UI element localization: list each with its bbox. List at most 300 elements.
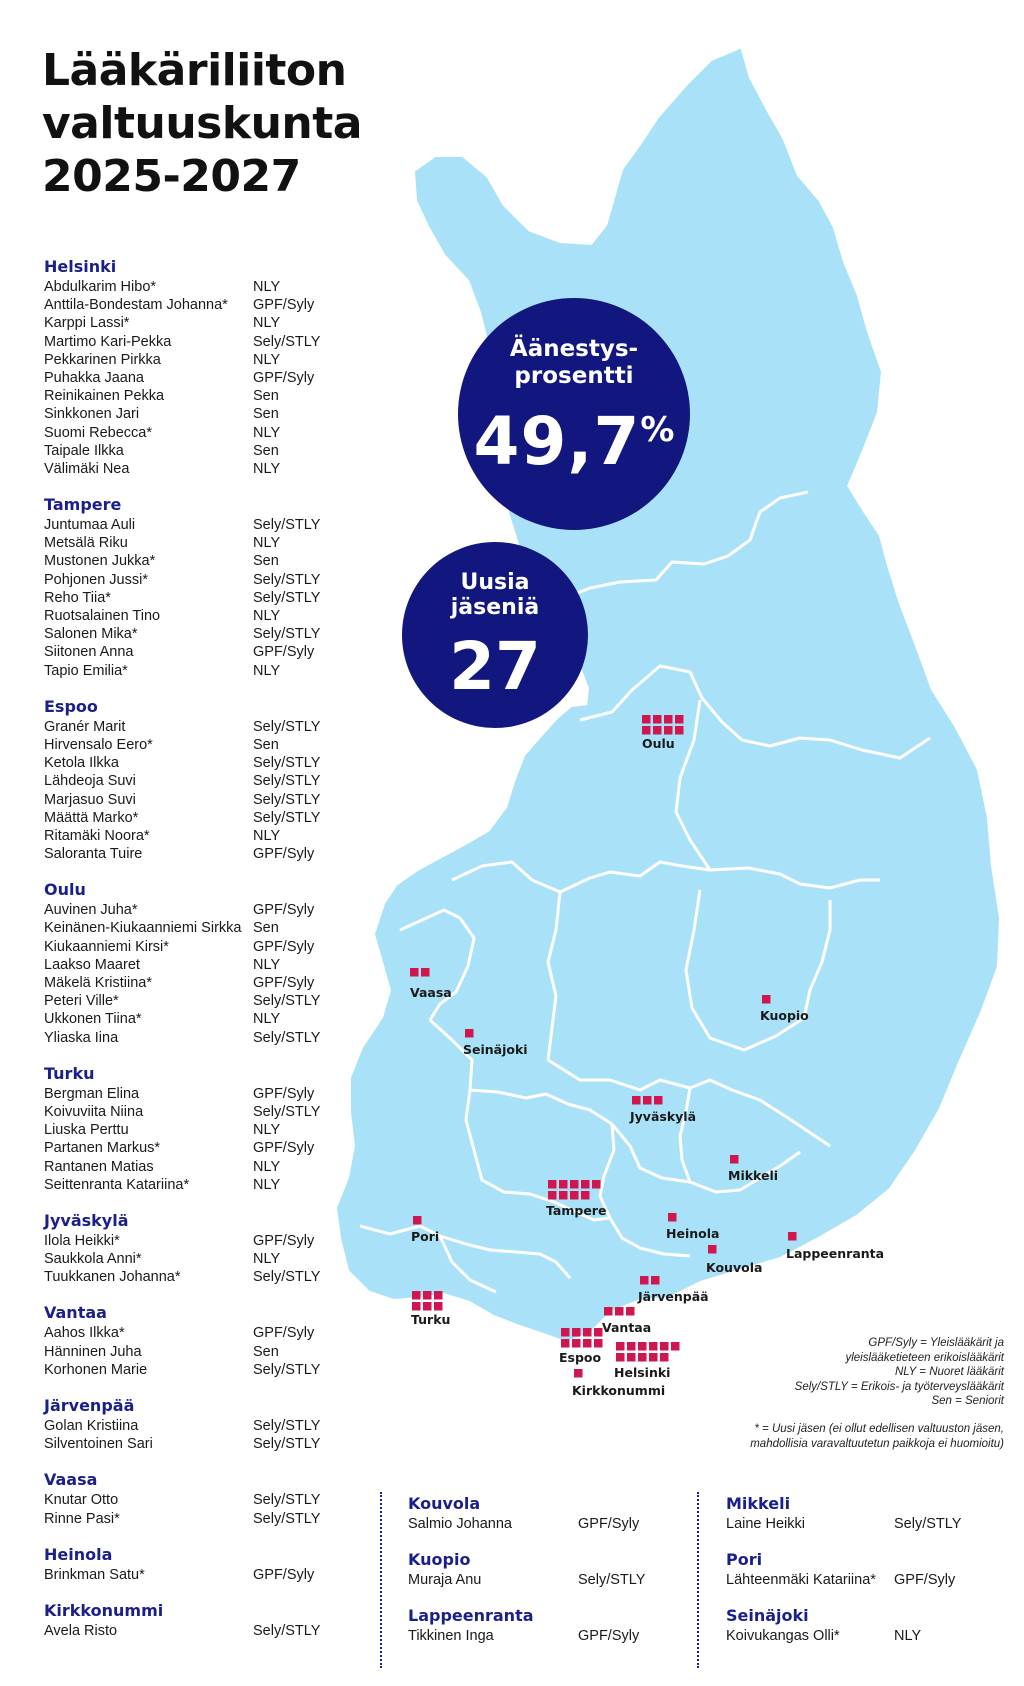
city-heading: Kirkkonummi — [44, 1600, 164, 1620]
group-spacer — [44, 680, 374, 696]
seat-square — [574, 1369, 583, 1378]
delegate-row — [44, 314, 374, 332]
seat-square — [632, 1096, 641, 1105]
legend-line-4: Sely/STLY = Erikois- ja työterveyslääkärit — [794, 1380, 1004, 1393]
delegate-name: Laakso Maaret — [44, 956, 140, 973]
delegate-row — [44, 1491, 374, 1509]
delegate-name: Taipale Ilkka — [44, 442, 124, 459]
city-label: Espoo — [559, 1350, 602, 1365]
delegate-name: Laine Heikki — [726, 1516, 805, 1532]
delegate-group: NLY — [253, 1251, 281, 1268]
delegate-name: Marjasuo Suvi — [44, 791, 136, 808]
city-label: Kouvola — [706, 1260, 763, 1275]
seat-square — [675, 726, 684, 735]
delegate-group: GPF/Syly — [253, 1232, 315, 1249]
city-heading: Vaasa — [44, 1470, 98, 1490]
delegate-row — [44, 1343, 374, 1361]
delegate-row — [44, 662, 374, 680]
city-label: Lappeenranta — [786, 1246, 885, 1261]
city-heading: Mikkeli — [726, 1494, 791, 1513]
delegate-group: NLY — [894, 1628, 922, 1645]
seat-square — [581, 1191, 590, 1200]
delegate-group: NLY — [253, 1158, 281, 1175]
delegate-name: Tapio Emilia* — [44, 662, 128, 679]
delegate-row — [44, 1622, 374, 1640]
city-heading: Turku — [44, 1063, 95, 1083]
seat-square — [570, 1191, 579, 1200]
delegate-row — [44, 845, 374, 863]
delegate-row — [44, 625, 374, 643]
group-spacer — [44, 1286, 374, 1302]
city-heading: Järvenpää — [44, 1396, 135, 1415]
city-label: Tampere — [546, 1203, 607, 1218]
delegate-row — [726, 1515, 1016, 1533]
seat-square — [649, 1342, 658, 1351]
delegate-group: Sely/STLY — [894, 1516, 962, 1532]
seat-square — [616, 1353, 625, 1362]
turnout-circle — [458, 298, 690, 530]
delegate-row — [726, 1627, 1016, 1645]
city-group — [44, 1469, 374, 1527]
delegate-group: GPF/Syly — [253, 902, 315, 919]
delegate-name: Koivuviita Niina — [44, 1103, 144, 1120]
seat-square — [561, 1339, 570, 1348]
delegate-row — [44, 1085, 374, 1103]
new-members-label-line-1: Uusia — [460, 570, 530, 595]
delegate-row — [44, 424, 374, 442]
delegate-name: Tuukkanen Johanna* — [44, 1269, 181, 1286]
delegate-group: Sen — [253, 442, 279, 459]
delegate-row — [408, 1571, 668, 1589]
group-spacer — [44, 1047, 374, 1063]
city-label: Seinäjoki — [463, 1042, 528, 1057]
delegate-row — [44, 1435, 374, 1453]
delegate-group: GPF/Syly — [253, 975, 315, 991]
seat-square — [616, 1342, 625, 1351]
delegate-name: Salmio Johanna — [408, 1516, 512, 1532]
seat-square — [572, 1339, 581, 1348]
column-divider-1 — [380, 1492, 382, 1668]
delegate-name: Pohjonen Jussi* — [44, 571, 148, 588]
group-spacer — [44, 478, 374, 494]
city-group — [44, 696, 374, 864]
new-members-label-line-2: jäseniä — [450, 595, 540, 620]
delegate-name: Lähteenmäki Katariina* — [726, 1572, 876, 1589]
delegate-name: Rinne Pasi* — [44, 1510, 120, 1527]
delegate-name: Ukkonen Tiina* — [44, 1011, 142, 1028]
city-label: Jyväskylä — [630, 1109, 697, 1124]
delegate-group: Sen — [253, 553, 279, 570]
delegate-row — [44, 992, 374, 1010]
delegate-group: GPF/Syly — [253, 1140, 315, 1157]
city-group — [44, 1600, 374, 1640]
city-group — [726, 1605, 1016, 1645]
turnout-label — [458, 336, 690, 390]
delegate-row — [44, 333, 374, 351]
delegate-group: GPF/Syly — [253, 369, 315, 386]
city-group — [726, 1493, 1016, 1533]
delegate-group: Sely/STLY — [253, 1361, 321, 1378]
city-group — [44, 1395, 374, 1453]
delegate-name: Martimo Kari-Pekka — [44, 333, 172, 350]
delegate-group: Sely/STLY — [253, 571, 321, 588]
delegate-row — [44, 791, 374, 809]
delegate-row — [44, 809, 374, 827]
seat-square — [412, 1291, 421, 1300]
seat-square — [594, 1328, 603, 1337]
delegate-group: Sely/STLY — [253, 626, 321, 643]
city-group — [726, 1549, 1016, 1589]
delegate-name: Suomi Rebecca* — [44, 424, 152, 441]
seat-square — [653, 715, 662, 724]
seat-square — [548, 1191, 557, 1200]
delegate-group: NLY — [253, 956, 281, 973]
delegate-name: Ketola Ilkka — [44, 755, 119, 772]
page-title — [42, 44, 362, 203]
seat-square — [668, 1213, 677, 1222]
column-divider-2 — [697, 1492, 699, 1668]
city-label: Järvenpää — [638, 1289, 709, 1304]
group-spacer — [726, 1533, 1016, 1549]
delegate-group: Sely/STLY — [253, 1436, 321, 1453]
seat-square — [660, 1342, 669, 1351]
delegate-group: Sely/STLY — [253, 773, 321, 790]
delegate-row — [44, 1250, 374, 1268]
seat-square — [730, 1155, 739, 1164]
delegate-row — [44, 369, 374, 387]
seat-square — [410, 968, 419, 977]
delegate-name: Lähdeoja Suvi — [44, 773, 136, 790]
group-spacer — [408, 1589, 668, 1605]
city-label: Mikkeli — [728, 1168, 779, 1183]
city-group — [44, 494, 374, 680]
seat-square — [642, 715, 651, 724]
city-heading: Jyväskylä — [44, 1210, 129, 1230]
group-spacer — [726, 1589, 1016, 1605]
delegate-row — [44, 643, 374, 661]
group-spacer — [408, 1533, 668, 1549]
delegate-row — [44, 1510, 374, 1528]
delegate-name: Salonen Mika* — [44, 626, 138, 643]
delegate-group: Sen — [253, 736, 279, 753]
delegate-name: Kiukaanniemi Kirsi* — [44, 938, 169, 955]
delegate-group: GPF/Syly — [253, 846, 315, 863]
seat-square — [583, 1339, 592, 1348]
delegate-name: Hirvensalo Eero* — [44, 736, 153, 753]
delegate-group: GPF/Syly — [253, 1325, 315, 1342]
delegate-group: Sely/STLY — [253, 809, 321, 826]
legend-line-2: yleislääketieteen erikoislääkärit — [845, 1351, 1004, 1364]
city-group — [44, 256, 374, 478]
city-label: Oulu — [642, 736, 675, 751]
delegate-name: Siitonen Anna — [44, 644, 134, 661]
delegate-name: Pekkarinen Pirkka — [44, 351, 161, 368]
delegate-group: Sen — [253, 406, 279, 423]
delegate-name: Korhonen Marie — [44, 1361, 148, 1378]
new-member-note — [750, 1422, 1004, 1451]
delegate-name: Seittenranta Katariina* — [44, 1176, 190, 1193]
city-label: Pori — [411, 1229, 440, 1244]
delegate-group: GPF/Syly — [578, 1628, 640, 1645]
city-heading: Vantaa — [44, 1303, 107, 1323]
title-line-2: valtuuskunta — [42, 98, 362, 149]
delegate-name: Reinikainen Pekka — [44, 388, 165, 405]
delegate-row — [44, 1121, 374, 1139]
delegate-group: GPF/Syly — [253, 297, 315, 314]
city-marker — [614, 1342, 680, 1380]
delegate-row — [44, 754, 374, 772]
delegate-name: Tikkinen Inga — [408, 1628, 494, 1645]
delegate-name: Puhakka Jaana — [44, 369, 144, 386]
city-heading: Pori — [726, 1550, 763, 1570]
delegate-name: Muraja Anu — [408, 1572, 482, 1589]
delegate-name: Sinkkonen Jari — [44, 406, 140, 423]
city-label: Kuopio — [760, 1008, 809, 1023]
city-label: Kirkkonummi — [572, 1383, 666, 1398]
seat-square — [559, 1191, 568, 1200]
seat-square — [423, 1291, 432, 1300]
delegate-group: Sely/STLY — [253, 718, 321, 735]
delegate-name: Abdulkarim Hibo* — [44, 279, 157, 295]
delegates-list-left — [44, 256, 374, 1640]
city-label: Helsinki — [614, 1365, 671, 1380]
delegate-group: Sely/STLY — [253, 517, 321, 534]
delegate-row — [44, 296, 374, 314]
legend-line-5: Sen = Seniorit — [931, 1395, 1004, 1407]
delegate-name: Anttila-Bondestam Johanna* — [44, 297, 228, 314]
city-group — [44, 1302, 374, 1379]
legend-line-1: GPF/Syly = Yleislääkärit ja — [868, 1337, 1004, 1349]
city-marker — [602, 1307, 651, 1335]
city-heading: Kouvola — [408, 1494, 481, 1513]
seat-square — [615, 1307, 624, 1316]
title-line-1: Lääkäriliiton — [42, 45, 347, 96]
city-heading: Tampere — [44, 495, 122, 515]
note-line-1: * = Uusi jäsen (ei ollut edellisen valtuuston jäsen, — [754, 1423, 1004, 1435]
group-spacer — [44, 1453, 374, 1469]
delegate-row — [44, 571, 374, 589]
delegate-group: Sely/STLY — [253, 1269, 321, 1286]
seat-square — [642, 726, 651, 735]
legend-line-3: NLY = Nuoret lääkärit — [895, 1366, 1004, 1378]
city-heading: Lappeenranta — [408, 1606, 534, 1626]
city-heading: Heinola — [44, 1544, 113, 1564]
city-group — [408, 1549, 668, 1589]
delegate-group: Sely/STLY — [578, 1572, 646, 1589]
turnout-figure — [458, 402, 690, 482]
turnout-label-line-1: Äänestys- — [509, 336, 639, 362]
new-members-label — [402, 570, 588, 620]
group-spacer — [44, 863, 374, 879]
delegate-name: Ruotsalainen Tino — [44, 608, 161, 624]
delegate-row — [44, 589, 374, 607]
delegate-group: Sely/STLY — [253, 1029, 321, 1046]
delegate-row — [44, 1010, 374, 1028]
note-line-2: mahdollisia varavaltuutetun paikkoja ei huomioitu) — [750, 1437, 1004, 1450]
seat-square — [570, 1180, 579, 1189]
delegate-row — [44, 1176, 374, 1194]
seat-square — [434, 1291, 443, 1300]
seat-square — [671, 1342, 680, 1351]
delegate-group: GPF/Syly — [253, 1085, 315, 1102]
delegate-row — [44, 736, 374, 754]
turnout-label-line-2: prosentti — [514, 363, 634, 389]
seat-square — [626, 1307, 635, 1316]
delegate-group: Sely/STLY — [253, 1103, 321, 1120]
delegate-group: NLY — [253, 1176, 281, 1193]
new-members-circle — [402, 542, 588, 728]
delegate-name: Välimäki Nea — [44, 460, 130, 477]
delegate-row — [44, 956, 374, 974]
delegate-row — [44, 718, 374, 736]
delegate-group: NLY — [253, 424, 281, 441]
seat-square — [708, 1245, 717, 1254]
delegate-row — [44, 387, 374, 405]
seat-square — [788, 1232, 797, 1241]
seat-square — [651, 1276, 660, 1285]
delegate-name: Ritamäki Noora* — [44, 827, 150, 844]
delegate-group: Sely/STLY — [253, 755, 321, 772]
city-group — [44, 879, 374, 1047]
group-spacer — [44, 1379, 374, 1395]
delegate-name: Granér Marit — [44, 718, 126, 735]
delegate-group: NLY — [253, 662, 281, 679]
city-heading: Seinäjoki — [726, 1606, 809, 1626]
delegate-group: NLY — [253, 279, 281, 295]
delegate-group: GPF/Syly — [253, 938, 315, 955]
seat-square — [594, 1339, 603, 1348]
delegate-row — [44, 1268, 374, 1286]
delegate-row — [408, 1627, 668, 1645]
seat-square — [413, 1216, 422, 1225]
seat-square — [640, 1276, 649, 1285]
delegate-row — [44, 1566, 374, 1584]
turnout-unit: % — [640, 410, 675, 450]
seat-square — [423, 1302, 432, 1311]
seat-square — [592, 1180, 601, 1189]
delegate-row — [44, 827, 374, 845]
delegate-name: Avela Risto — [44, 1622, 118, 1639]
new-members-value: 27 — [449, 628, 541, 705]
delegate-name: Ilola Heikki* — [44, 1232, 120, 1249]
delegate-row — [44, 772, 374, 790]
turnout-value: 49,7 — [473, 403, 641, 480]
delegate-row — [44, 607, 374, 625]
delegate-group: NLY — [253, 827, 281, 844]
delegate-group: NLY — [253, 351, 281, 368]
delegate-row — [44, 1139, 374, 1157]
delegate-name: Peteri Ville* — [44, 993, 119, 1010]
delegate-row — [44, 516, 374, 534]
delegate-group: Sely/STLY — [253, 589, 321, 606]
delegate-group: Sely/STLY — [253, 1418, 321, 1434]
delegate-row — [44, 552, 374, 570]
delegate-row — [44, 442, 374, 460]
delegate-name: Keinänen-Kiukaanniemi Sirkka — [44, 920, 242, 937]
delegate-group: NLY — [253, 460, 281, 477]
delegate-group: Sely/STLY — [253, 1622, 321, 1639]
delegate-row — [44, 919, 374, 937]
delegate-name: Silventoinen Sari — [44, 1436, 153, 1453]
delegate-group: Sely/STLY — [253, 333, 321, 350]
city-heading: Helsinki — [44, 257, 117, 276]
delegate-name: Knutar Otto — [44, 1492, 119, 1509]
delegate-name: Auvinen Juha* — [44, 902, 138, 919]
seat-square — [548, 1180, 557, 1189]
delegates-list-right — [726, 1493, 1016, 1646]
delegate-row — [44, 278, 374, 296]
city-label: Heinola — [666, 1226, 720, 1241]
delegate-name: Brinkman Satu* — [44, 1566, 145, 1583]
delegate-row — [44, 1324, 374, 1342]
delegate-name: Määttä Marko* — [44, 809, 139, 826]
delegate-group: NLY — [253, 608, 281, 624]
seat-square — [653, 726, 662, 735]
seat-square — [604, 1307, 613, 1316]
delegates-list-middle — [408, 1493, 668, 1646]
delegate-name: Karppi Lassi* — [44, 315, 130, 332]
city-heading: Kuopio — [408, 1550, 471, 1570]
group-spacer — [44, 1584, 374, 1600]
delegate-name: Koivukangas Olli* — [726, 1628, 840, 1645]
seat-square — [581, 1180, 590, 1189]
delegate-row — [44, 534, 374, 552]
city-group — [44, 1210, 374, 1287]
delegate-name: Juntumaa Auli — [44, 517, 136, 534]
seat-square — [627, 1353, 636, 1362]
delegate-group: GPF/Syly — [578, 1516, 640, 1532]
delegate-row — [408, 1515, 668, 1533]
delegate-group: NLY — [253, 535, 281, 552]
delegate-name: Metsälä Riku — [44, 535, 128, 552]
seat-square — [572, 1328, 581, 1337]
delegate-name: Mustonen Jukka* — [44, 553, 156, 570]
delegate-name: Liuska Perttu — [44, 1122, 129, 1139]
group-spacer — [44, 1194, 374, 1210]
delegate-row — [44, 1158, 374, 1176]
delegate-name: Yliaska Iina — [44, 1029, 119, 1046]
city-label: Turku — [411, 1312, 451, 1327]
city-label: Vantaa — [602, 1320, 652, 1335]
delegate-row — [726, 1571, 1016, 1589]
delegate-name: Mäkelä Kristiina* — [44, 975, 152, 991]
seat-square — [762, 995, 771, 1004]
seat-square — [561, 1328, 570, 1337]
city-group — [44, 1063, 374, 1194]
seat-square — [649, 1353, 658, 1362]
delegate-group: Sely/STLY — [253, 1492, 321, 1509]
city-label: Vaasa — [410, 985, 452, 1000]
delegate-group: Sely/STLY — [253, 993, 321, 1010]
delegate-group: NLY — [253, 1122, 281, 1139]
seat-square — [643, 1096, 652, 1105]
delegate-name: Golan Kristiina — [44, 1418, 139, 1434]
seat-square — [654, 1096, 663, 1105]
seat-square — [675, 715, 684, 724]
delegate-group: GPF/Syly — [894, 1572, 956, 1589]
delegate-name: Rantanen Matias — [44, 1158, 154, 1175]
delegate-row — [44, 1361, 374, 1379]
delegate-name: Reho Tiia* — [44, 589, 111, 606]
delegate-group: Sely/STLY — [253, 791, 321, 808]
seat-square — [465, 1029, 474, 1038]
delegate-row — [44, 1232, 374, 1250]
party-legend — [795, 1336, 1004, 1409]
delegate-group: Sen — [253, 920, 279, 937]
seat-square — [660, 1353, 669, 1362]
delegate-row — [44, 351, 374, 369]
delegate-row — [44, 1417, 374, 1435]
